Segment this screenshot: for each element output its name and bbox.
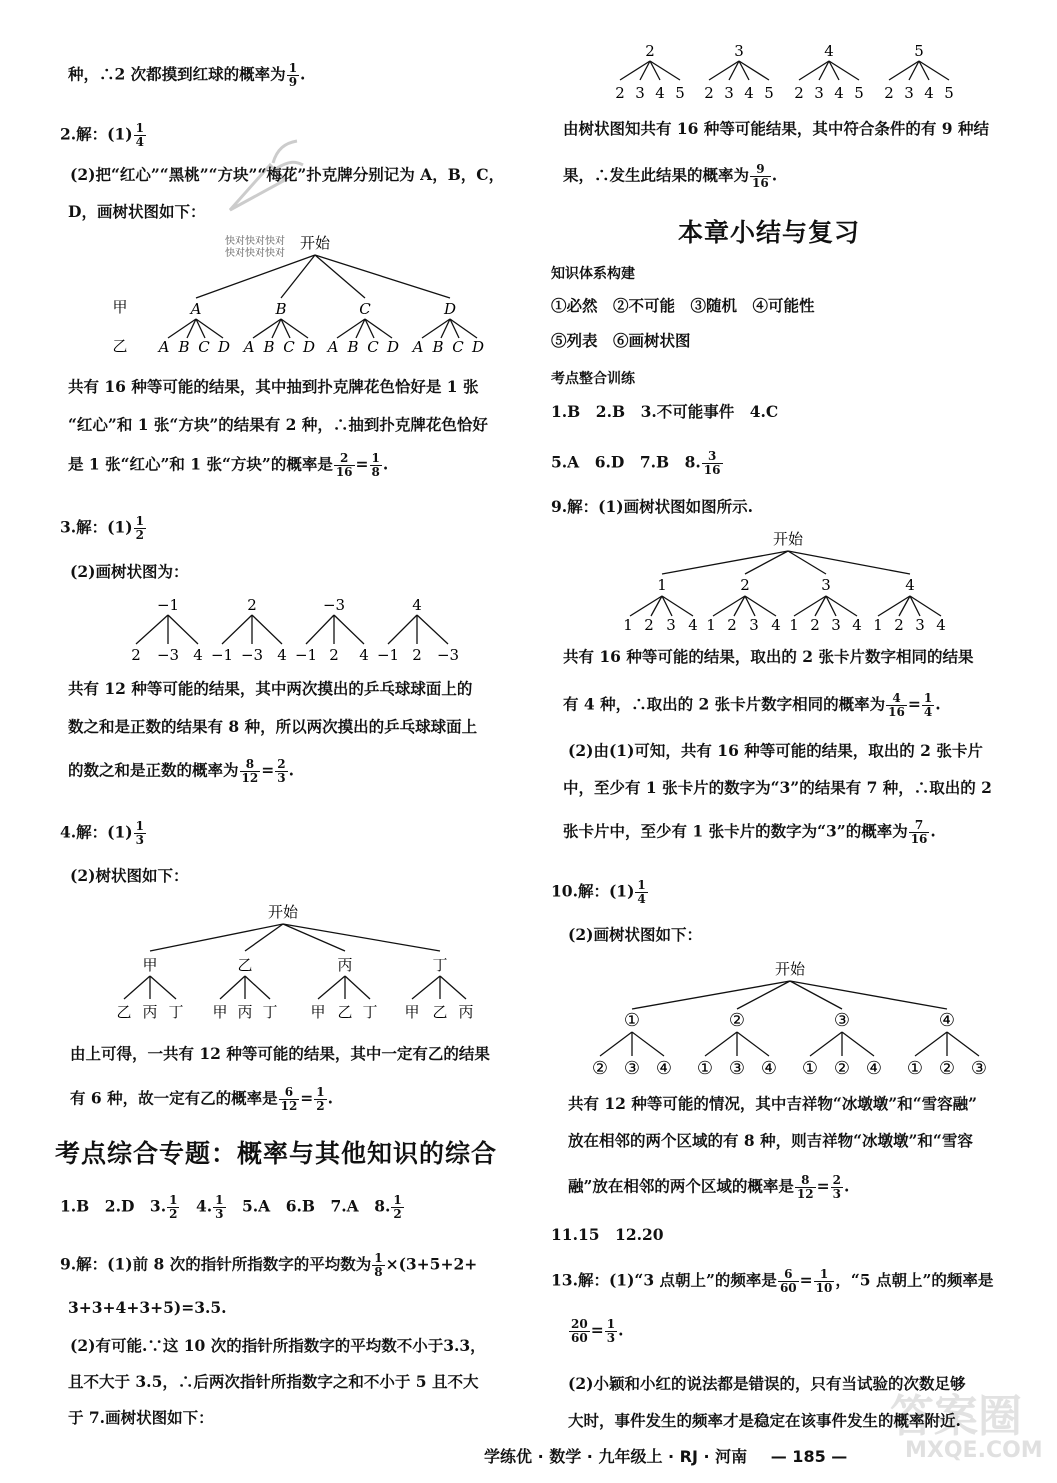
tree-leaf: A bbox=[412, 338, 424, 356]
tree-node: 2 bbox=[740, 576, 750, 594]
tree-leaf: 2 bbox=[704, 84, 714, 102]
tree-leaf: 5 bbox=[675, 84, 685, 102]
tree-leaf: 2 bbox=[615, 84, 625, 102]
tree-leaf: 4 bbox=[924, 84, 934, 102]
tree-leaf: 3 bbox=[666, 616, 676, 634]
watermark-url: MXQE.COM bbox=[905, 1438, 1043, 1463]
fraction: $\frac{6}{12}$ bbox=[280, 1085, 298, 1113]
tree-leaf: 丙 bbox=[237, 1003, 253, 1021]
tree-leaf: B bbox=[432, 338, 444, 356]
answer-3-heading: 3.解：(1) $\frac{1}{2}$ bbox=[60, 514, 144, 542]
tree-leaf: 2 bbox=[644, 616, 654, 634]
text-line: 种，∴2 次都摸到红球的概率为 $\frac{1}{9}$ . bbox=[68, 61, 306, 89]
tree-node: 4 bbox=[412, 596, 422, 614]
tree-leaf: 3 bbox=[814, 84, 824, 102]
tree-leaf: ③ bbox=[623, 1058, 641, 1079]
footer-title: 学练优 · 数学 · 九年级上 · RJ · 河南 bbox=[484, 1447, 748, 1466]
answer-row: 1.B 2.D 3. $\frac{1}{2}$ 4. $\frac{1}{3}$ 5.A 6.B 7.A 8. $\frac{1}{2}$ bbox=[60, 1193, 402, 1221]
tree-leaf: C bbox=[283, 338, 295, 356]
tree-node: 5 bbox=[914, 42, 924, 60]
tree-node: ④ bbox=[938, 1010, 956, 1031]
text-line: ①必然 ②不可能 ③随机 ④可能性 bbox=[551, 296, 815, 315]
tree-leaf: 4 bbox=[277, 646, 287, 664]
subsection-title: 考点整合训练 bbox=[551, 371, 635, 387]
tree-leaf: −1 bbox=[210, 646, 234, 664]
fraction: $\frac{1}{3}$ bbox=[135, 819, 144, 847]
fraction: $\frac{1}{3}$ bbox=[606, 1317, 616, 1345]
tree-node: C bbox=[359, 300, 371, 318]
tree-leaf: 4 bbox=[744, 84, 754, 102]
row-label-jia: 甲 bbox=[112, 298, 128, 316]
tree-node: 3 bbox=[734, 42, 744, 60]
tree-leaf: ① bbox=[801, 1058, 819, 1079]
tree-leaf: 甲 bbox=[310, 1003, 326, 1021]
tree-diagram-9-continued bbox=[605, 40, 965, 105]
tree-leaf: −1 bbox=[294, 646, 318, 664]
fraction: $\frac{1}{9}$ bbox=[288, 61, 298, 89]
tree-leaf: −3 bbox=[156, 646, 180, 664]
tree-node: ③ bbox=[833, 1010, 851, 1031]
text-line: 13.解：(1)“3 点朝上”的频率是 $\frac{6}{60}$ = $\frac{1}{10}$ ，“5 点朝上”的频率是 bbox=[551, 1267, 994, 1295]
fraction: $\frac{1}{2}$ bbox=[393, 1193, 402, 1221]
fraction: $\frac{7}{16}$ bbox=[910, 818, 928, 846]
tree-leaf: 2 bbox=[412, 646, 422, 664]
answer-10-heading: 10.解：(1) $\frac{1}{4}$ bbox=[551, 878, 646, 906]
tree-node: 1 bbox=[657, 576, 667, 594]
tree-leaf: ③ bbox=[728, 1058, 746, 1079]
tree-root: 开始 bbox=[267, 903, 299, 921]
tree-leaf: 2 bbox=[794, 84, 804, 102]
watermark-logo: 答案圈 bbox=[890, 1391, 1022, 1442]
tree-leaf: 4 bbox=[834, 84, 844, 102]
tree-leaf: A bbox=[158, 338, 170, 356]
tree-leaf: 丙 bbox=[142, 1003, 158, 1021]
text-line: (2)画树状图为： bbox=[70, 562, 189, 581]
tree-node: 2 bbox=[645, 42, 655, 60]
answer-2-heading: 2.解：(1) $\frac{1}{4}$ bbox=[60, 121, 144, 149]
tree-node: 丙 bbox=[337, 956, 353, 974]
tree-leaf: ① bbox=[696, 1058, 714, 1079]
text-line: 由树状图知共有 16 种等可能结果，其中符合条件的有 9 种结 bbox=[563, 119, 989, 138]
tree-leaf: D bbox=[217, 338, 231, 356]
tree-leaf: 4 bbox=[936, 616, 946, 634]
text-line: 数之和是正数的结果有 8 种，所以两次摸出的乒乓球球面上 bbox=[68, 717, 478, 736]
text-line: 融”放在相邻的两个区域的概率是 $\frac{8}{12}$ = $\frac{2}{3}$ . bbox=[568, 1173, 850, 1201]
tree-diagram-3 bbox=[120, 592, 480, 672]
fraction: $\frac{1}{8}$ bbox=[371, 451, 380, 479]
tree-leaf: 4 bbox=[852, 616, 862, 634]
text-line: 是 1 张“红心”和 1 张“方块”的概率是 $\frac{2}{16}$ = $\frac{1}{8}$ . bbox=[68, 451, 389, 479]
fraction: $\frac{1}{2}$ bbox=[169, 1193, 178, 1221]
tree-leaf: 乙 bbox=[337, 1003, 353, 1021]
tree-leaf: ② bbox=[591, 1058, 609, 1079]
tree-leaf: ② bbox=[938, 1058, 956, 1079]
fraction: $\frac{20}{60}$ bbox=[571, 1317, 588, 1345]
tree-leaf: ② bbox=[833, 1058, 851, 1079]
tree-node: ② bbox=[728, 1010, 746, 1031]
tree-node: 乙 bbox=[237, 956, 253, 974]
tree-node: ① bbox=[623, 1010, 641, 1031]
fraction: $\frac{2}{3}$ bbox=[832, 1173, 841, 1201]
tree-leaf: ③ bbox=[970, 1058, 988, 1079]
tree-leaf: 乙 bbox=[116, 1003, 132, 1021]
text-line: (2)由(1)可知，共有 16 种等可能的结果，取出的 2 张卡片 bbox=[568, 741, 983, 760]
fraction: $\frac{1}{3}$ bbox=[215, 1193, 224, 1221]
fraction: $\frac{1}{2}$ bbox=[135, 514, 144, 542]
subsection-title: 知识体系构建 bbox=[551, 266, 635, 282]
text-line: ⑤列表 ⑥画树状图 bbox=[551, 331, 691, 350]
fraction: $\frac{2}{16}$ bbox=[335, 451, 353, 479]
tree-root: 开始 bbox=[299, 234, 331, 252]
tree-node: 甲 bbox=[142, 956, 158, 974]
text-line: 共有 16 种等可能的结果，取出的 2 张卡片数字相同的结果 bbox=[563, 647, 974, 666]
tree-leaf: 3 bbox=[831, 616, 841, 634]
text-line: (2)小颖和小红的说法都是错误的，只有当试验的次数足够 bbox=[568, 1374, 966, 1393]
fraction: $\frac{1}{2}$ bbox=[316, 1085, 325, 1113]
text-line: 5.A 6.D 7.B 8. $\frac{3}{16}$ bbox=[551, 449, 721, 477]
fraction: $\frac{3}{16}$ bbox=[703, 449, 721, 477]
tree-leaf: 2 bbox=[131, 646, 141, 664]
tree-leaf: 甲 bbox=[212, 1003, 228, 1021]
text-line: (2)画树状图如下： bbox=[568, 925, 702, 944]
tree-leaf: C bbox=[452, 338, 464, 356]
fraction: $\frac{8}{12}$ bbox=[241, 757, 259, 785]
page-footer bbox=[484, 1444, 847, 1467]
tree-root: 开始 bbox=[774, 960, 806, 978]
text-line: 于 7.画树状图如下： bbox=[68, 1408, 214, 1427]
tree-diagram-9 bbox=[610, 524, 970, 636]
tree-node: A bbox=[190, 300, 202, 318]
fraction: $\frac{6}{60}$ bbox=[779, 1267, 797, 1295]
section-title: 考点综合专题：概率与其他知识的综合 bbox=[55, 1139, 498, 1168]
text-line: 果，∴发生此结果的概率为 $\frac{9}{16}$ . bbox=[563, 162, 778, 190]
tree-leaf: B bbox=[263, 338, 275, 356]
tree-leaf: C bbox=[367, 338, 379, 356]
text-line: 共有 12 种等可能的情况，其中吉祥物“冰墩墩”和“雪容融” bbox=[568, 1094, 978, 1113]
tree-leaf: 1 bbox=[873, 616, 883, 634]
fraction: $\frac{4}{16}$ bbox=[888, 691, 905, 719]
tree-leaf: 2 bbox=[810, 616, 820, 634]
text-line: 共有 12 种等可能的结果，其中两次摸出的乒乓球球面上的 bbox=[68, 679, 473, 698]
fraction: $\frac{2}{3}$ bbox=[277, 757, 286, 785]
tree-leaf: D bbox=[471, 338, 485, 356]
text-line: 9.解：(1)画树状图如图所示. bbox=[551, 497, 754, 516]
tree-node: D bbox=[443, 300, 457, 318]
tree-leaf: 3 bbox=[724, 84, 734, 102]
tree-leaf: 2 bbox=[329, 646, 339, 664]
text-line: 放在相邻的两个区域的有 8 种，则吉祥物“冰墩墩”和“雪容 bbox=[568, 1131, 973, 1150]
tree-leaf: ① bbox=[906, 1058, 924, 1079]
text-line: 大时，事件发生的频率才是稳定在该事件发生的概率附近. bbox=[568, 1411, 961, 1430]
chapter-title: 本章小结与复习 bbox=[678, 218, 861, 247]
fraction: $\frac{1}{8}$ bbox=[374, 1251, 383, 1279]
tree-node: −3 bbox=[322, 596, 346, 614]
tree-leaf: A bbox=[243, 338, 255, 356]
tree-leaf: B bbox=[178, 338, 190, 356]
row-label-yi: 乙 bbox=[112, 337, 128, 355]
watermark-stamp: 快对快对快对 快对快对快对 bbox=[225, 236, 285, 259]
text-line: 共有 16 种等可能的结果，其中抽到扑克牌花色恰好是 1 张 bbox=[68, 377, 479, 396]
tree-leaf: −3 bbox=[436, 646, 460, 664]
text-line: “红心”和 1 张“方块”的结果有 2 种，∴抽到扑克牌花色恰好 bbox=[68, 415, 488, 434]
text-line: 9.解：(1)前 8 次的指针所指数字的平均数为 $\frac{1}{8}$ ×(3+5+2+ bbox=[60, 1251, 478, 1279]
text-line: 且不大于 3.5，∴后两次指针所指数字之和不小于 5 且不大 bbox=[68, 1372, 479, 1391]
tree-leaf: 1 bbox=[789, 616, 799, 634]
text-line: (2)有可能.∵这 10 次的指针所指数字的平均数不小于3.3， bbox=[70, 1336, 486, 1355]
text-line: 由上可得，一共有 12 种等可能的结果，其中一定有乙的结果 bbox=[70, 1044, 490, 1063]
tree-node: 3 bbox=[821, 576, 831, 594]
tree-leaf: 4 bbox=[193, 646, 203, 664]
tree-leaf: 1 bbox=[623, 616, 633, 634]
tree-node: 4 bbox=[905, 576, 915, 594]
tree-leaf: B bbox=[347, 338, 359, 356]
tree-leaf: 乙 bbox=[432, 1003, 448, 1021]
tree-leaf: A bbox=[327, 338, 339, 356]
tree-leaf: 2 bbox=[884, 84, 894, 102]
tree-leaf: 3 bbox=[749, 616, 759, 634]
tree-leaf: 丁 bbox=[262, 1003, 278, 1021]
text-line: 有 4 种，∴取出的 2 张卡片数字相同的概率为 $\frac{4}{16}$ = $\frac{1}{4}$ . bbox=[563, 691, 941, 719]
text-line: 1.B 2.B 3.不可能事件 4.C bbox=[551, 402, 779, 421]
tree-node: 4 bbox=[824, 42, 834, 60]
text-line: D，画树状图如下： bbox=[68, 202, 206, 221]
tree-leaf: 2 bbox=[894, 616, 904, 634]
tree-node: 2 bbox=[247, 596, 257, 614]
tree-diagram-4 bbox=[100, 895, 500, 1025]
fraction: $\frac{8}{12}$ bbox=[796, 1173, 814, 1201]
tree-leaf: D bbox=[302, 338, 316, 356]
tree-leaf: 1 bbox=[706, 616, 716, 634]
tree-leaf: 5 bbox=[764, 84, 774, 102]
tree-leaf: 甲 bbox=[404, 1003, 420, 1021]
tree-leaf: 2 bbox=[727, 616, 737, 634]
text-line: 11.15 12.20 bbox=[551, 1225, 664, 1244]
text-line: 的数之和是正数的概率为 $\frac{8}{12}$ = $\frac{2}{3}$ . bbox=[68, 757, 294, 785]
tree-leaf: ④ bbox=[865, 1058, 883, 1079]
answer-4-heading: 4.解：(1) $\frac{1}{3}$ bbox=[60, 819, 144, 847]
tree-leaf: 4 bbox=[359, 646, 369, 664]
tree-leaf: 3 bbox=[904, 84, 914, 102]
tree-leaf: 丁 bbox=[168, 1003, 184, 1021]
tree-leaf: 丙 bbox=[458, 1003, 474, 1021]
fraction: $\frac{1}{4}$ bbox=[637, 878, 646, 906]
tree-leaf: 3 bbox=[635, 84, 645, 102]
tree-leaf: 5 bbox=[944, 84, 954, 102]
fraction: $\frac{9}{16}$ bbox=[752, 162, 769, 190]
page-number: — 185 — bbox=[770, 1447, 848, 1466]
tree-leaf: 丁 bbox=[362, 1003, 378, 1021]
text-line: (2)把“红心”“黑桃”“方块”“梅花”扑克牌分别记为 A，B，C， bbox=[70, 165, 505, 184]
tree-node: 丁 bbox=[432, 956, 448, 974]
tree-leaf: ④ bbox=[760, 1058, 778, 1079]
tree-leaf: 4 bbox=[688, 616, 698, 634]
text-line: 3+3+4+3+5)=3.5. bbox=[68, 1298, 227, 1317]
tree-leaf: D bbox=[386, 338, 400, 356]
tree-leaf: 5 bbox=[854, 84, 864, 102]
tree-leaf: 4 bbox=[655, 84, 665, 102]
tree-leaf: ④ bbox=[655, 1058, 673, 1079]
tree-leaf: 3 bbox=[915, 616, 925, 634]
text-line: 有 6 种，故一定有乙的概率是 $\frac{6}{12}$ = $\frac{1}{2}$ . bbox=[70, 1085, 334, 1113]
text-line: 张卡片中，至少有 1 张卡片的数字为“3”的概率为 $\frac{7}{16}$ . bbox=[563, 818, 936, 846]
tree-node: B bbox=[275, 300, 287, 318]
tree-leaf: −1 bbox=[376, 646, 400, 664]
tree-leaf: 4 bbox=[771, 616, 781, 634]
tree-leaf: −3 bbox=[240, 646, 264, 664]
text-line: $\frac{20}{60}$ = $\frac{1}{3}$ . bbox=[571, 1317, 624, 1345]
tree-leaf: C bbox=[198, 338, 210, 356]
fraction: $\frac{1}{4}$ bbox=[923, 691, 933, 719]
tree-diagram-2 bbox=[100, 228, 500, 358]
tree-diagram-10 bbox=[580, 952, 1000, 1082]
tree-node: −1 bbox=[156, 596, 180, 614]
fraction: $\frac{1}{4}$ bbox=[135, 121, 144, 149]
tree-root: 开始 bbox=[772, 530, 804, 548]
text-line: 中，至少有 1 张卡片的数字为“3”的结果有 7 种，∴取出的 2 bbox=[563, 778, 992, 797]
fraction: $\frac{1}{10}$ bbox=[815, 1267, 833, 1295]
text-line: (2)树状图如下： bbox=[70, 866, 189, 885]
